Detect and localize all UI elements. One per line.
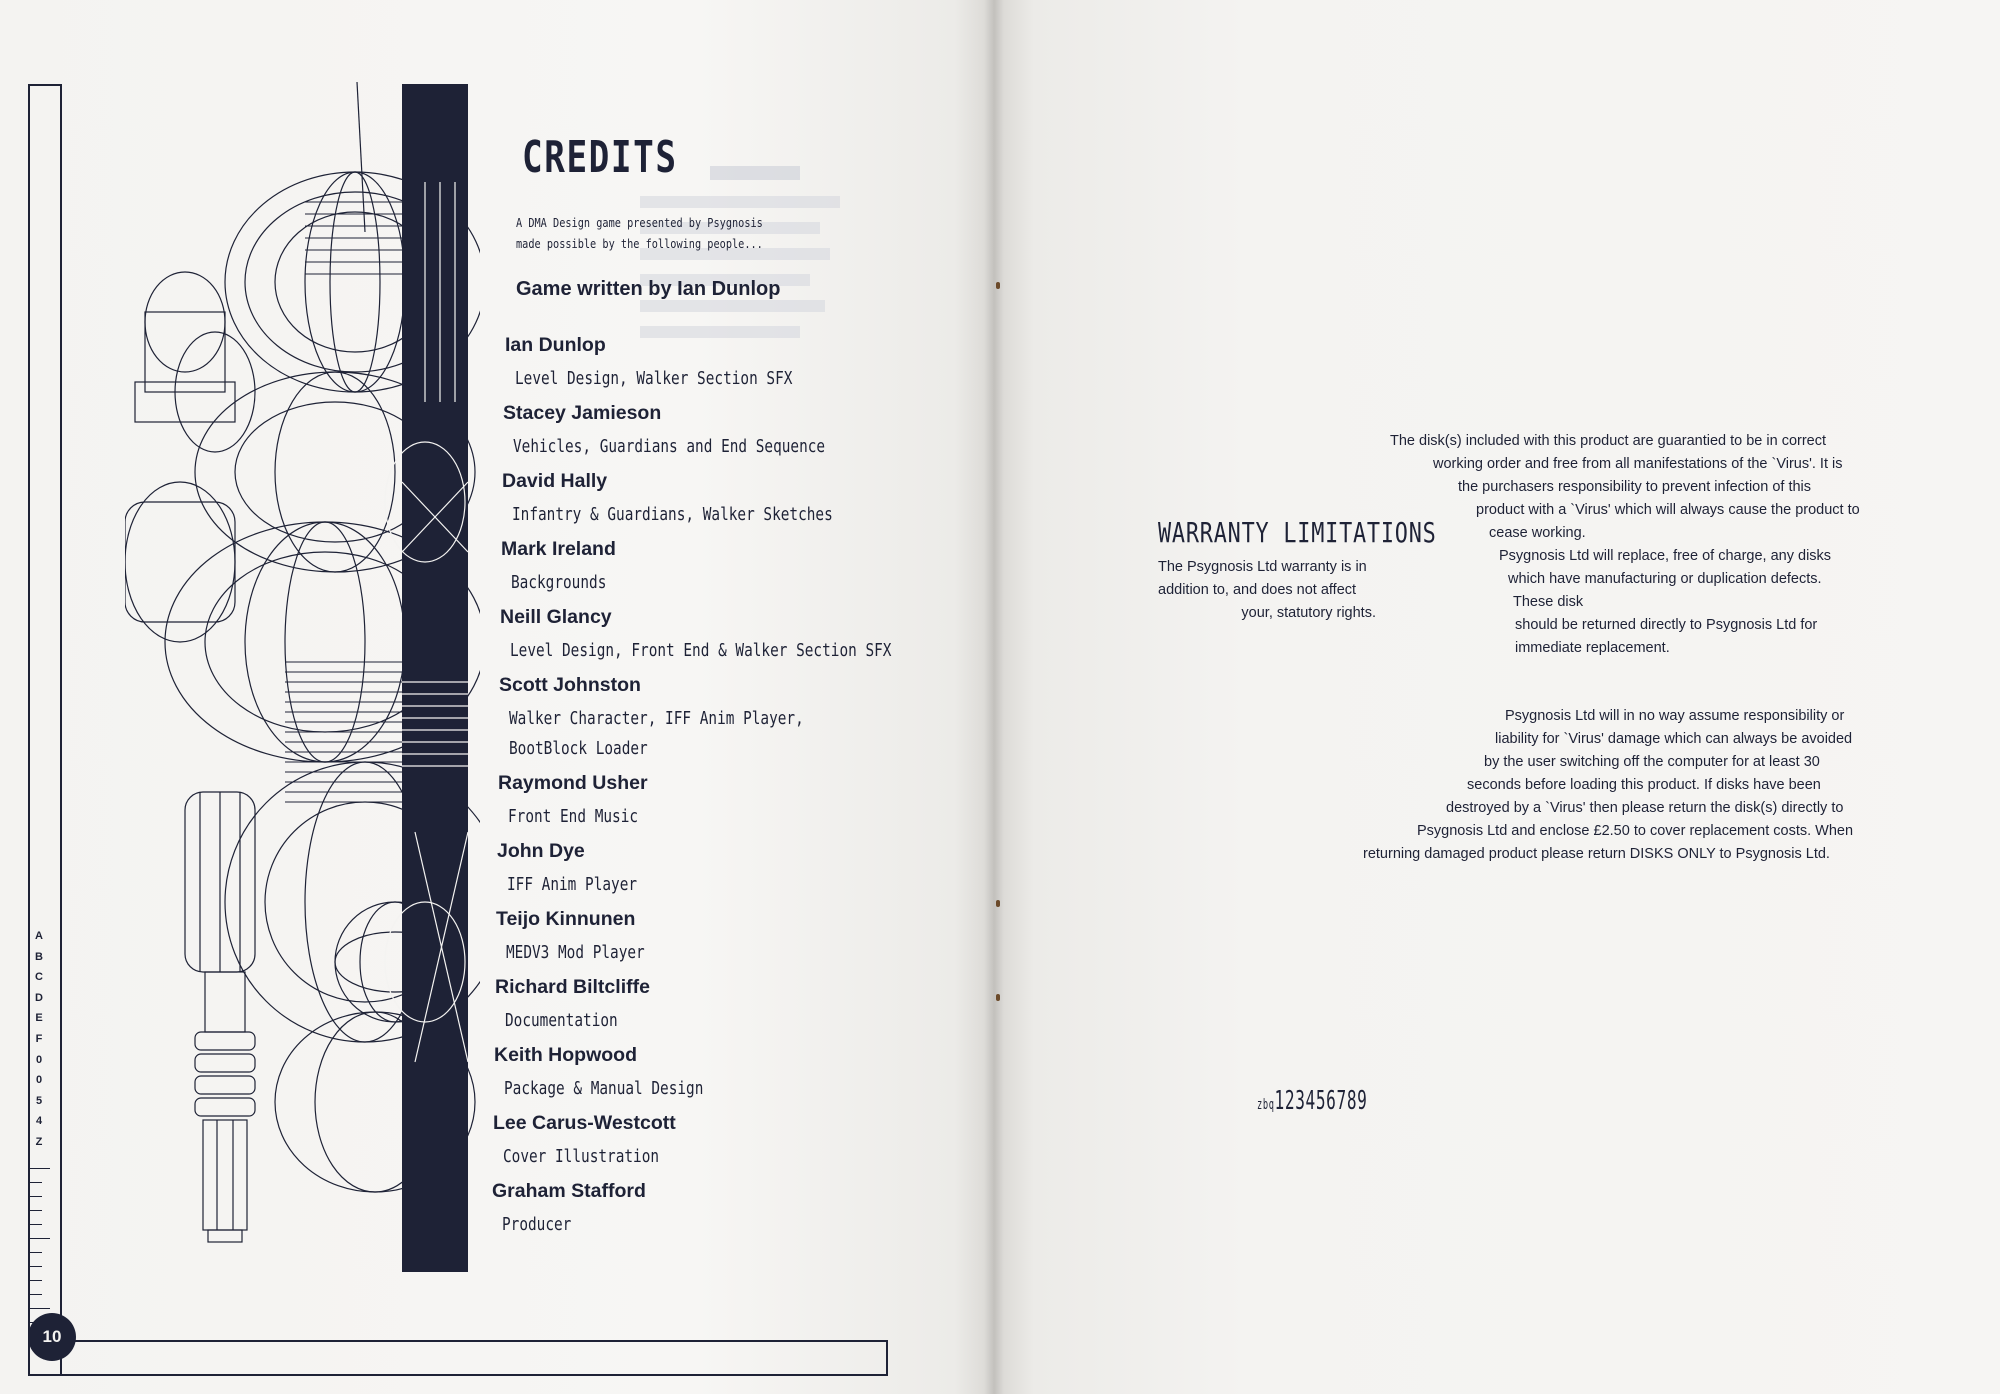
bottom-bar [50,1340,888,1376]
warranty-text-line: These disk [1513,594,1584,610]
warranty-text-line: product with a `Virus' which will always cause the product to [1476,502,1860,518]
credit-role-line: Cover Illustration [503,1146,660,1167]
credit-name: Teijo Kinnunen [496,908,636,930]
staple [996,994,1000,1001]
left-page [0,0,994,1394]
credit-name: Scott Johnston [499,674,641,696]
ruler-tick [30,1224,42,1225]
ruler-letter: A [35,930,43,942]
ruler-tick [30,1308,50,1309]
credits-title: CREDITS [522,132,678,183]
credit-name: Keith Hopwood [494,1044,637,1066]
ruler-letter: D [35,991,43,1004]
credit-name: David Hally [502,470,608,492]
credit-entry [502,470,922,538]
ruler-letter: 0 [35,1074,43,1087]
warranty-text-line: working order and free from all manifestations of the `Virus'. It is [1433,456,1843,472]
credit-role-line: Level Design, Front End & Walker Section SFX [510,640,892,661]
ruler-letters [30,926,48,1153]
warranty-text-line: should be returned directly to Psygnosis Ltd for [1515,617,1818,633]
credit-role [508,802,638,832]
warranty-text-line: immediate replacement. [1515,640,1670,656]
credit-entry [493,1112,913,1180]
credit-role [512,500,833,530]
credit-role-line: Package & Manual Design [504,1078,704,1099]
credit-name: Mark Ireland [501,538,616,560]
credit-entry [496,908,916,976]
credit-name: Richard Biltcliffe [495,976,650,998]
ruler-tick [30,1294,42,1295]
staple [996,900,1000,907]
credit-entry [498,772,918,840]
credit-role-line: Infantry & Guardians, Walker Sketches [512,504,833,525]
credit-role [505,1006,618,1036]
credits-intro-line: A DMA Design game presented by Psygnosis [516,215,763,230]
warranty-text-line: cease working. [1489,525,1586,541]
book-spine [984,0,1004,1394]
warranty-text-line: seconds before loading this product. If disks have been [1467,777,1821,793]
credit-role [507,870,637,900]
credit-name: John Dye [497,840,585,862]
credit-role [506,938,645,968]
ruler-tick [30,1266,42,1267]
credit-role-line: Documentation [505,1010,618,1031]
ruler-letter: F [35,1032,43,1045]
credits-intro [516,212,763,254]
warranty-title: WARRANTY LIMITATIONS [1158,516,1437,549]
credit-entry [503,402,923,470]
credit-entry [495,976,915,1044]
warranty-text-line: Psygnosis Ltd will replace, free of charge, any disks [1499,548,1832,564]
credit-role [515,364,792,394]
warranty-text-line: Psygnosis Ltd and enclose £2.50 to cover replacement costs. When [1417,823,1854,839]
credits-intro-line: made possible by the following people... [516,236,763,251]
credit-name: Lee Carus-Westcott [493,1112,676,1134]
warranty-text-line: returning damaged product please return DISKS ONLY to Psygnosis Ltd. [1363,846,1830,862]
walker-wireframe-illustration [125,82,480,1272]
credit-role-line: Front End Music [508,806,639,827]
warranty-text-line: by the user switching off the computer for at least 30 [1484,754,1820,770]
ruler-letter: 0 [35,1053,43,1066]
ruler-tick [30,1196,42,1197]
warranty-text-line: which have manufacturing or duplication defects. [1508,571,1822,587]
credit-role [511,568,606,598]
credit-role-line: IFF Anim Player [507,874,638,895]
credit-role [510,636,891,666]
credit-role [509,704,804,764]
ruler-letter: B [35,950,43,963]
ruler-tick [30,1168,50,1169]
ruler-tick [30,1210,42,1211]
credit-name: Graham Stafford [492,1180,646,1202]
credit-entry [501,538,921,606]
ruler-letter: E [35,1012,43,1025]
ruler-tick [30,1280,42,1281]
credit-role-line: Walker Character, IFF Anim Player, [509,708,804,729]
credit-list [492,334,925,1248]
warranty-side-line: The Psygnosis Ltd warranty is in [1158,559,1367,575]
ruler-letter: C [35,971,43,984]
ruler-letter: 5 [35,1094,43,1107]
credit-role [504,1074,703,1104]
credit-role-line: Level Design, Walker Section SFX [515,368,793,389]
credit-name: Raymond Usher [498,772,648,794]
game-written-by: Game written by Ian Dunlop [516,278,781,300]
print-code [1257,1086,1367,1116]
print-code-digits: 123456789 [1274,1086,1368,1116]
ruler-tick [30,1238,50,1239]
credit-role [513,432,825,462]
ruler-letter: Z [35,1135,43,1148]
credit-entry [499,674,919,772]
warranty-text-line: Psygnosis Ltd will in no way assume responsibility or [1505,708,1845,724]
credit-role [502,1210,571,1240]
warranty-text-line: destroyed by a `Virus' then please return the disk(s) directly to [1446,800,1844,816]
warranty-side-line: addition to, and does not affect [1158,582,1357,598]
ruler-letter: 4 [35,1115,43,1128]
credit-role [503,1142,659,1172]
warranty-side-note [1158,556,1376,625]
warranty-text-line: The disk(s) included with this product are guarantied to be in correct [1390,433,1827,449]
warranty-text-line: liability for `Virus' damage which can always be avoided [1495,731,1853,747]
ruler-tick [30,1182,42,1183]
credit-entry [492,1180,912,1248]
credit-entry [500,606,920,674]
staple [996,282,1000,289]
credit-name: Ian Dunlop [505,334,606,356]
right-page [994,0,2000,1394]
warranty-text-line: the purchasers responsibility to prevent infection of this [1458,479,1812,495]
credit-role-line: Backgrounds [511,572,607,593]
credit-name: Stacey Jamieson [503,402,662,424]
credit-entry [494,1044,914,1112]
credit-name: Neill Glancy [500,606,612,628]
credit-role-line: Vehicles, Guardians and End Sequence [513,436,826,457]
credit-entry [505,334,925,402]
ruler-tick [30,1252,42,1253]
credit-role-line: Producer [502,1214,572,1235]
print-code-prefix: zbq [1257,1097,1275,1113]
page-number: 10 [28,1313,76,1361]
credit-role-line: MEDV3 Mod Player [506,942,645,963]
credit-role-line: BootBlock Loader [509,738,648,759]
warranty-side-line: your, statutory rights. [1241,605,1376,621]
credit-entry [497,840,917,908]
